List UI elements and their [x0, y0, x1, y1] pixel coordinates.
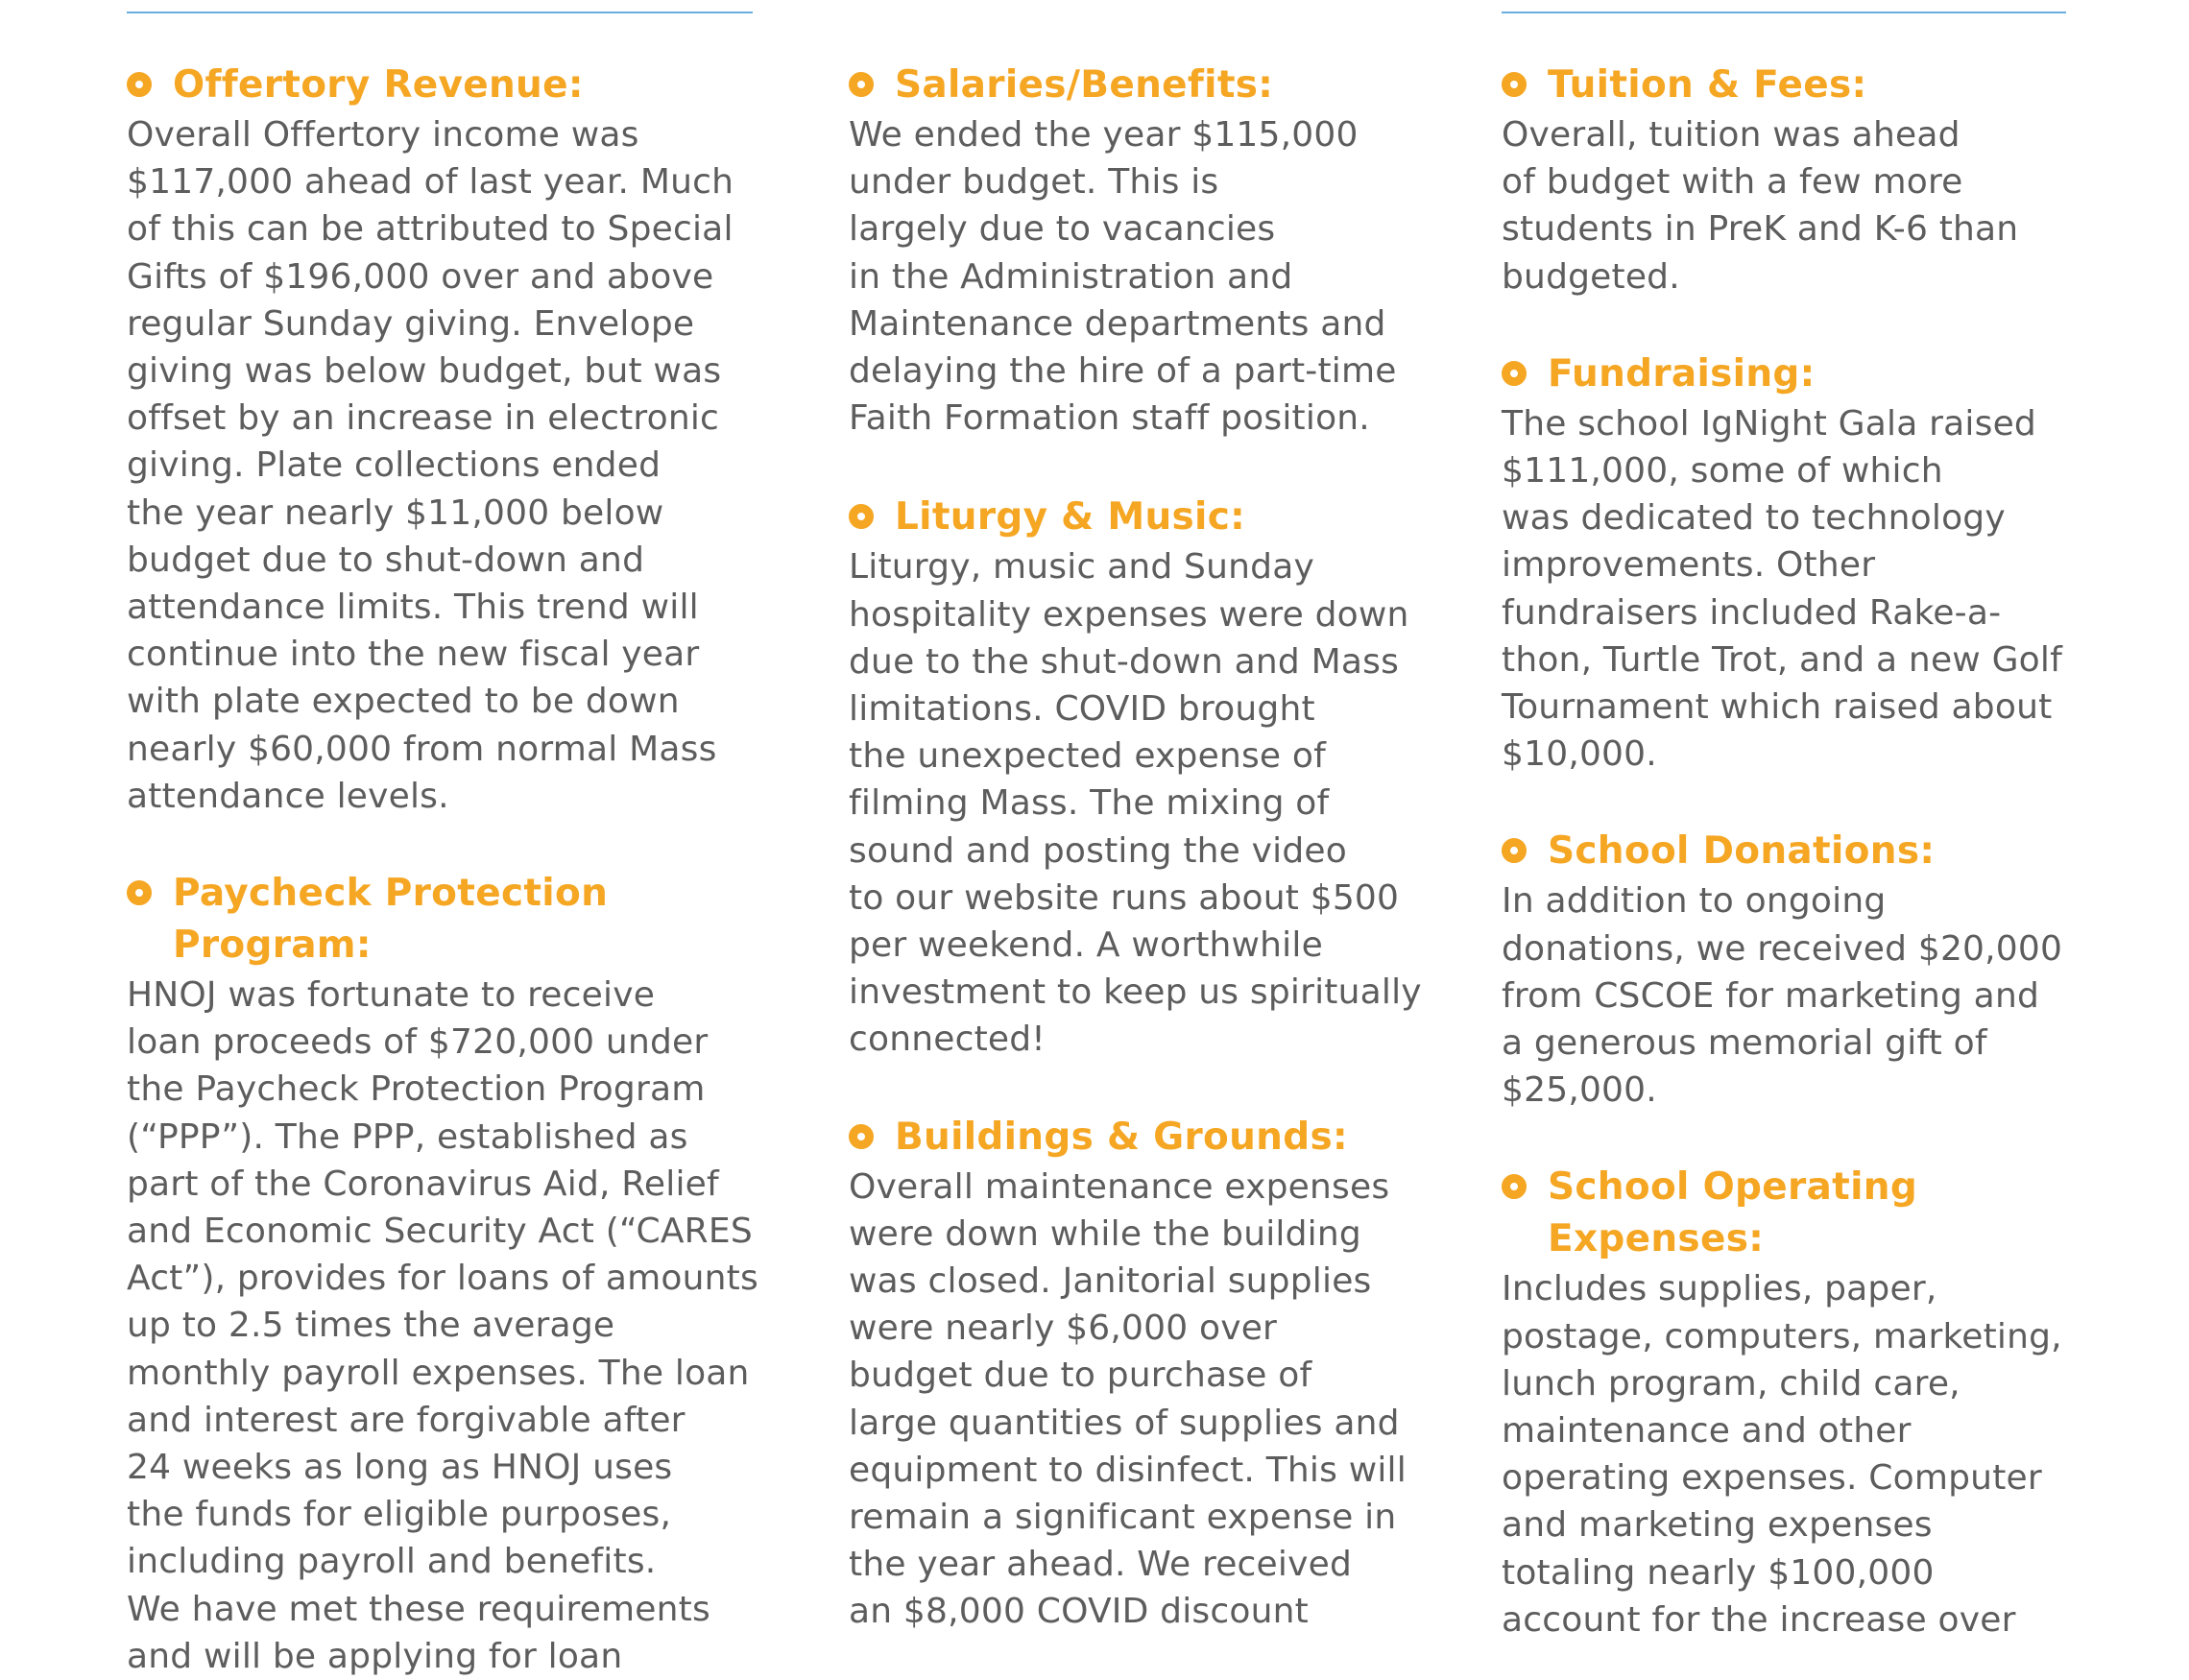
body-line: In addition to ongoing	[1502, 881, 1887, 922]
section-body	[1502, 400, 2116, 779]
body-line: per weekend. A worthwhile	[849, 925, 1323, 966]
report-section	[1502, 60, 2116, 300]
report-section	[849, 60, 1444, 442]
circle-bullet-icon	[127, 72, 152, 97]
body-line: budget due to shut-down and	[127, 540, 645, 580]
body-line: Tournament which raised about	[1502, 687, 2053, 728]
body-line: fundraisers included Rake-a-	[1502, 592, 2002, 633]
section-heading-text: Offertory Revenue:	[173, 63, 584, 107]
section-body	[127, 111, 799, 820]
body-line: the year ahead. We received	[849, 1545, 1352, 1585]
report-section	[1502, 1162, 2116, 1644]
circle-bullet-icon	[127, 880, 152, 905]
body-line: including payroll and benefits.	[127, 1542, 657, 1582]
section-heading	[1502, 60, 2116, 111]
body-line: HNOJ was fortunate to receive	[127, 975, 656, 1016]
body-line: students in PreK and K-6 than	[1502, 209, 2019, 250]
report-section	[127, 868, 799, 1680]
body-line: large quantities of supplies and	[849, 1403, 1400, 1443]
section-heading	[1502, 348, 2116, 400]
column-middle	[849, 60, 1444, 1636]
body-line: postage, computers, marketing,	[1502, 1316, 2062, 1356]
report-section	[127, 60, 799, 820]
body-line: $117,000 ahead of last year. Much	[127, 162, 734, 203]
circle-bullet-icon	[849, 504, 874, 529]
body-line: account for the increase over	[1502, 1599, 2016, 1640]
body-line: Liturgy, music and Sunday	[849, 547, 1314, 588]
circle-bullet-icon	[849, 1124, 874, 1149]
body-line: equipment to disinfect. This will	[849, 1450, 1407, 1490]
body-line: largely due to vacancies	[849, 209, 1276, 250]
body-line: of budget with a few more	[1502, 162, 1963, 203]
body-line: improvements. Other	[1502, 545, 1876, 586]
body-line: the Paycheck Protection Program	[127, 1069, 706, 1110]
body-line: (“PPP”). The PPP, established as	[127, 1116, 688, 1157]
body-line: giving was below budget, but was	[127, 351, 722, 392]
body-line: maintenance and other	[1502, 1411, 1912, 1452]
body-line: due to the shut-down and Mass	[849, 641, 1400, 682]
report-section	[849, 1112, 1444, 1636]
section-heading	[849, 492, 1444, 543]
circle-bullet-icon	[1502, 72, 1527, 97]
body-line: The school IgNight Gala raised	[1502, 403, 2036, 444]
body-line: operating expenses. Computer	[1502, 1458, 2042, 1499]
body-line: with plate expected to be down	[127, 682, 680, 722]
section-heading	[1502, 1162, 2116, 1265]
body-line: nearly $60,000 from normal Mass	[127, 729, 717, 769]
body-line: 24 weeks as long as HNOJ uses	[127, 1448, 673, 1488]
body-line: up to 2.5 times the average	[127, 1306, 615, 1346]
body-line: $25,000.	[1502, 1070, 1657, 1111]
body-line: and marketing expenses	[1502, 1505, 1933, 1546]
body-line: were nearly $6,000 over	[849, 1308, 1278, 1349]
report-section	[1502, 826, 2116, 1114]
column-rule-left	[127, 12, 753, 13]
body-line: Overall, tuition was ahead	[1502, 115, 1960, 155]
body-line: delaying the hire of a part-time	[849, 351, 1397, 392]
body-line: limitations. COVID brought	[849, 689, 1315, 730]
body-line: loan proceeds of $720,000 under	[127, 1022, 709, 1063]
body-line: sound and posting the video	[849, 830, 1347, 871]
section-body	[127, 972, 799, 1680]
body-line: remain a significant expense in	[849, 1498, 1397, 1538]
section-heading-text: Tuition & Fees:	[1548, 63, 1867, 107]
body-line: budget due to purchase of	[849, 1356, 1312, 1396]
body-line: continue into the new fiscal year	[127, 635, 700, 675]
body-line: and interest are forgivable after	[127, 1400, 686, 1440]
circle-bullet-icon	[1502, 838, 1527, 863]
section-heading-text: Fundraising:	[1548, 351, 1816, 396]
section-heading-text: Liturgy & Music:	[895, 495, 1246, 540]
body-line: attendance limits. This trend will	[127, 588, 699, 628]
body-line: investment to keep us spiritually	[849, 972, 1422, 1013]
body-line: and Economic Security Act (“CARES	[127, 1212, 753, 1252]
body-line: and will be applying for loan	[127, 1636, 623, 1676]
section-body	[849, 543, 1444, 1063]
body-line: was closed. Janitorial supplies	[849, 1261, 1372, 1302]
report-section	[849, 492, 1444, 1063]
section-heading	[849, 60, 1444, 111]
body-line: giving. Plate collections ended	[127, 445, 662, 486]
section-heading-text: Salaries/Benefits:	[895, 63, 1274, 107]
column-right	[1502, 60, 2116, 1644]
body-line: Overall maintenance expenses	[849, 1166, 1390, 1207]
body-line: a generous memorial gift of	[1502, 1023, 1987, 1064]
body-line: lunch program, child care,	[1502, 1363, 1960, 1404]
body-line: offset by an increase in electronic	[127, 398, 720, 439]
body-line: the year nearly $11,000 below	[127, 492, 664, 533]
body-line: were down while the building	[849, 1213, 1361, 1254]
section-body	[849, 1164, 1444, 1636]
body-line: $10,000.	[1502, 734, 1657, 775]
section-heading	[849, 1112, 1444, 1164]
column-left	[127, 60, 799, 1680]
body-line: Act”), provides for loans of amounts	[127, 1259, 758, 1299]
body-line: was dedicated to technology	[1502, 498, 2006, 539]
section-heading-text: Paycheck Protection Program:	[173, 872, 609, 968]
section-heading	[127, 60, 799, 111]
body-line: to our website runs about $500	[849, 877, 1400, 918]
circle-bullet-icon	[1502, 361, 1527, 386]
section-heading-text: Buildings & Grounds:	[895, 1115, 1348, 1159]
body-line: Gifts of $196,000 over and above	[127, 256, 714, 297]
body-line: Overall Offertory income was	[127, 115, 639, 155]
section-body	[1502, 1265, 2116, 1644]
section-body	[849, 111, 1444, 442]
body-line: attendance levels.	[127, 776, 449, 816]
body-line: regular Sunday giving. Envelope	[127, 303, 695, 344]
body-line: of this can be attributed to Special	[127, 209, 734, 250]
body-line: Includes supplies, paper,	[1502, 1269, 1937, 1309]
body-line: Maintenance departments and	[849, 303, 1386, 344]
body-line: donations, we received $20,000	[1502, 928, 2063, 969]
body-line: budgeted.	[1502, 256, 1680, 297]
circle-bullet-icon	[1502, 1174, 1527, 1199]
circle-bullet-icon	[849, 72, 874, 97]
column-rule-right	[1502, 12, 2066, 13]
section-heading	[127, 868, 799, 972]
section-body	[1502, 877, 2116, 1114]
body-line: We ended the year $115,000	[849, 115, 1359, 155]
body-line: $111,000, some of which	[1502, 451, 1943, 492]
body-line: in the Administration and	[849, 256, 1293, 297]
body-line: under budget. This is	[849, 162, 1219, 203]
body-line: connected!	[849, 1020, 1046, 1060]
body-line: from CSCOE for marketing and	[1502, 975, 2040, 1016]
report-section	[1502, 348, 2116, 779]
body-line: totaling nearly $100,000	[1502, 1552, 1935, 1593]
body-line: thon, Turtle Trot, and a new Golf	[1502, 639, 2062, 680]
body-line: filming Mass. The mixing of	[849, 783, 1330, 824]
body-line: monthly payroll expenses. The loan	[127, 1353, 750, 1393]
section-heading	[1502, 826, 2116, 877]
body-line: part of the Coronavirus Aid, Relief	[127, 1164, 719, 1204]
body-line: the funds for eligible purposes,	[127, 1495, 672, 1535]
body-line: We have met these requirements	[127, 1589, 710, 1629]
section-heading-text: School Operating Expenses:	[1548, 1165, 1918, 1261]
section-heading-text: School Donations:	[1548, 829, 1936, 874]
body-line: Faith Formation staff position.	[849, 398, 1370, 439]
body-line: an $8,000 COVID discount	[849, 1592, 1309, 1632]
body-line: hospitality expenses were down	[849, 594, 1409, 635]
body-line: the unexpected expense of	[849, 736, 1327, 777]
section-body	[1502, 111, 2116, 300]
